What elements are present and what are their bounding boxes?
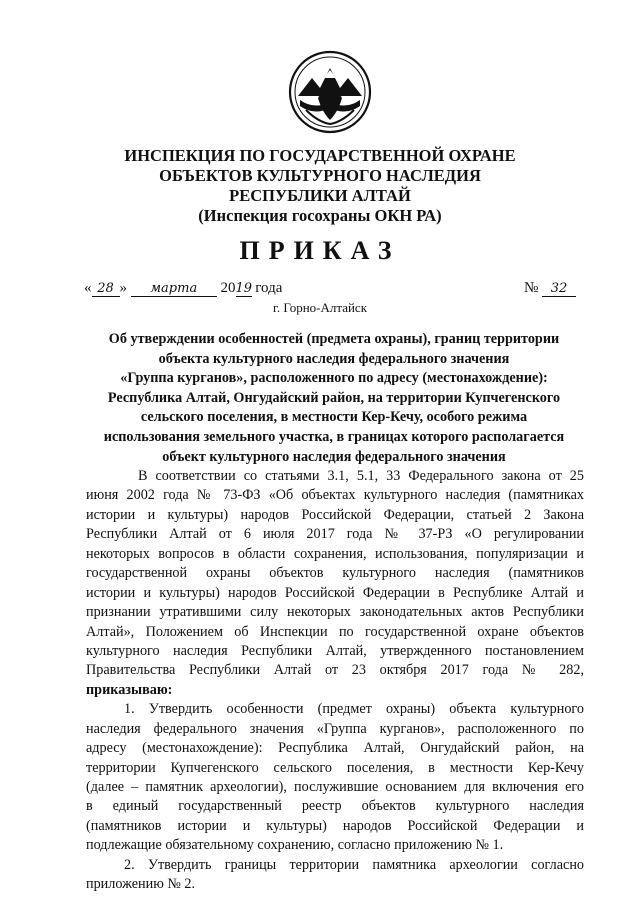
order-number bbox=[524, 280, 576, 297]
date-year-prefix: 20 bbox=[220, 280, 236, 296]
date-month: марта bbox=[131, 281, 217, 297]
item-1-line: территории Купчегенского сельского поселения, в местности Кер-Кечу bbox=[86, 759, 584, 776]
org-line-2: ОБЪЕКТОВ КУЛЬТУРНОГО НАСЛЕДИЯ bbox=[159, 166, 481, 185]
organization-name bbox=[60, 146, 580, 226]
city-of-issue: г. Горно-Алтайск bbox=[272, 300, 368, 315]
number-value: 32 bbox=[542, 281, 576, 297]
date-year-suffix: 19 bbox=[235, 281, 253, 296]
org-line-1: ИНСПЕКЦИЯ ПО ГОСУДАРСТВЕННОЙ ОХРАНЕ bbox=[124, 146, 516, 165]
order-word: приказываю: bbox=[86, 681, 173, 698]
order-date bbox=[84, 280, 282, 297]
preamble-line: истории и культуры) народов Российской Федерации в Республике Алтай и bbox=[86, 584, 584, 601]
heading-line: объект культурного наследия федерального значения bbox=[162, 448, 506, 465]
item-1-line: 1. Утвердить особенности (предмет охраны) объекта культурного bbox=[124, 701, 584, 718]
altai-emblem-icon bbox=[288, 50, 372, 134]
order-heading bbox=[84, 330, 584, 467]
preamble-line: признании утратившими силу некоторых законодательных актов Республики bbox=[86, 604, 584, 621]
preamble-line: некоторых вопросов в области сохранения, использования, популяризации и bbox=[86, 545, 584, 562]
item-1-line: наследия федерального значения «Группа курганов», расположенного по bbox=[86, 720, 584, 737]
preamble-line: Алтай», Положением об Инспекции по государственной охране объектов bbox=[86, 623, 584, 640]
item-2-line: приложению № 2. bbox=[86, 876, 196, 893]
date-day: 28 bbox=[92, 281, 120, 297]
heading-line: объекта культурного наследия федерального значения bbox=[158, 350, 510, 367]
preamble-line: В соответствии со статьями 3.1, 5.1, 33 Федерального закона от 25 bbox=[138, 468, 584, 484]
preamble-line: истории и культуры) народов Российской Федерации, статьей 2 Закона bbox=[86, 506, 584, 523]
document-type-title: ПРИКАЗ bbox=[239, 236, 401, 265]
preamble-line: Республики Алтай от 6 июля 2017 года № 37-РЗ «О регулировании bbox=[86, 526, 584, 543]
heading-line: Республика Алтай, Онгудайский район, на территории Купчегенского bbox=[107, 389, 561, 406]
item-2-line: 2. Утвердить границы территории памятника археологии согласно bbox=[124, 856, 584, 873]
date-close-quote: » bbox=[119, 280, 127, 296]
heading-line: использования земельного участка, в границах которого располагается bbox=[103, 428, 565, 445]
item-1-line: (далее – памятник археологии), послужившие основанием для включения его bbox=[86, 779, 584, 795]
item-1-line: подлежащие обязательному сохранению, согласно приложению № 1. bbox=[86, 837, 504, 854]
date-open-quote: « bbox=[84, 280, 92, 296]
item-1-line: адресу (местонахождение): Республика Алтай, Онгудайский район, на bbox=[86, 740, 584, 757]
org-line-4: (Инспекция госохраны ОКН РА) bbox=[198, 206, 442, 225]
preamble-line: культурного наследия Республики Алтай, утвержденного постановлением bbox=[86, 642, 584, 659]
preamble-line: июня 2002 года № 73-ФЗ «Об объектах культурного наследия (памятниках bbox=[86, 487, 584, 504]
heading-line: сельского поселения, в местности Кер-Кечу, особого режима bbox=[140, 409, 528, 426]
item-1-line: (памятников истории и культуры) народов Российской Федерации и bbox=[86, 817, 584, 834]
preamble-line: Правительства Республики Алтай от 23 октября 2017 года № 282, bbox=[86, 662, 584, 679]
heading-line: «Группа курганов», расположенного по адресу (местонахождение): bbox=[120, 370, 548, 387]
order-body bbox=[86, 467, 584, 895]
number-label: № bbox=[524, 280, 539, 296]
item-1-line: в единый государственный реестр объектов культурного наследия bbox=[86, 798, 584, 815]
date-year-word: года bbox=[255, 280, 283, 296]
heading-line: Об утверждении особенностей (предмета охраны), границ территории bbox=[108, 331, 560, 347]
preamble-line: государственной охраны объектов культурного наследия (памятников bbox=[86, 565, 584, 582]
org-line-3: РЕСПУБЛИКИ АЛТАЙ bbox=[229, 186, 411, 205]
